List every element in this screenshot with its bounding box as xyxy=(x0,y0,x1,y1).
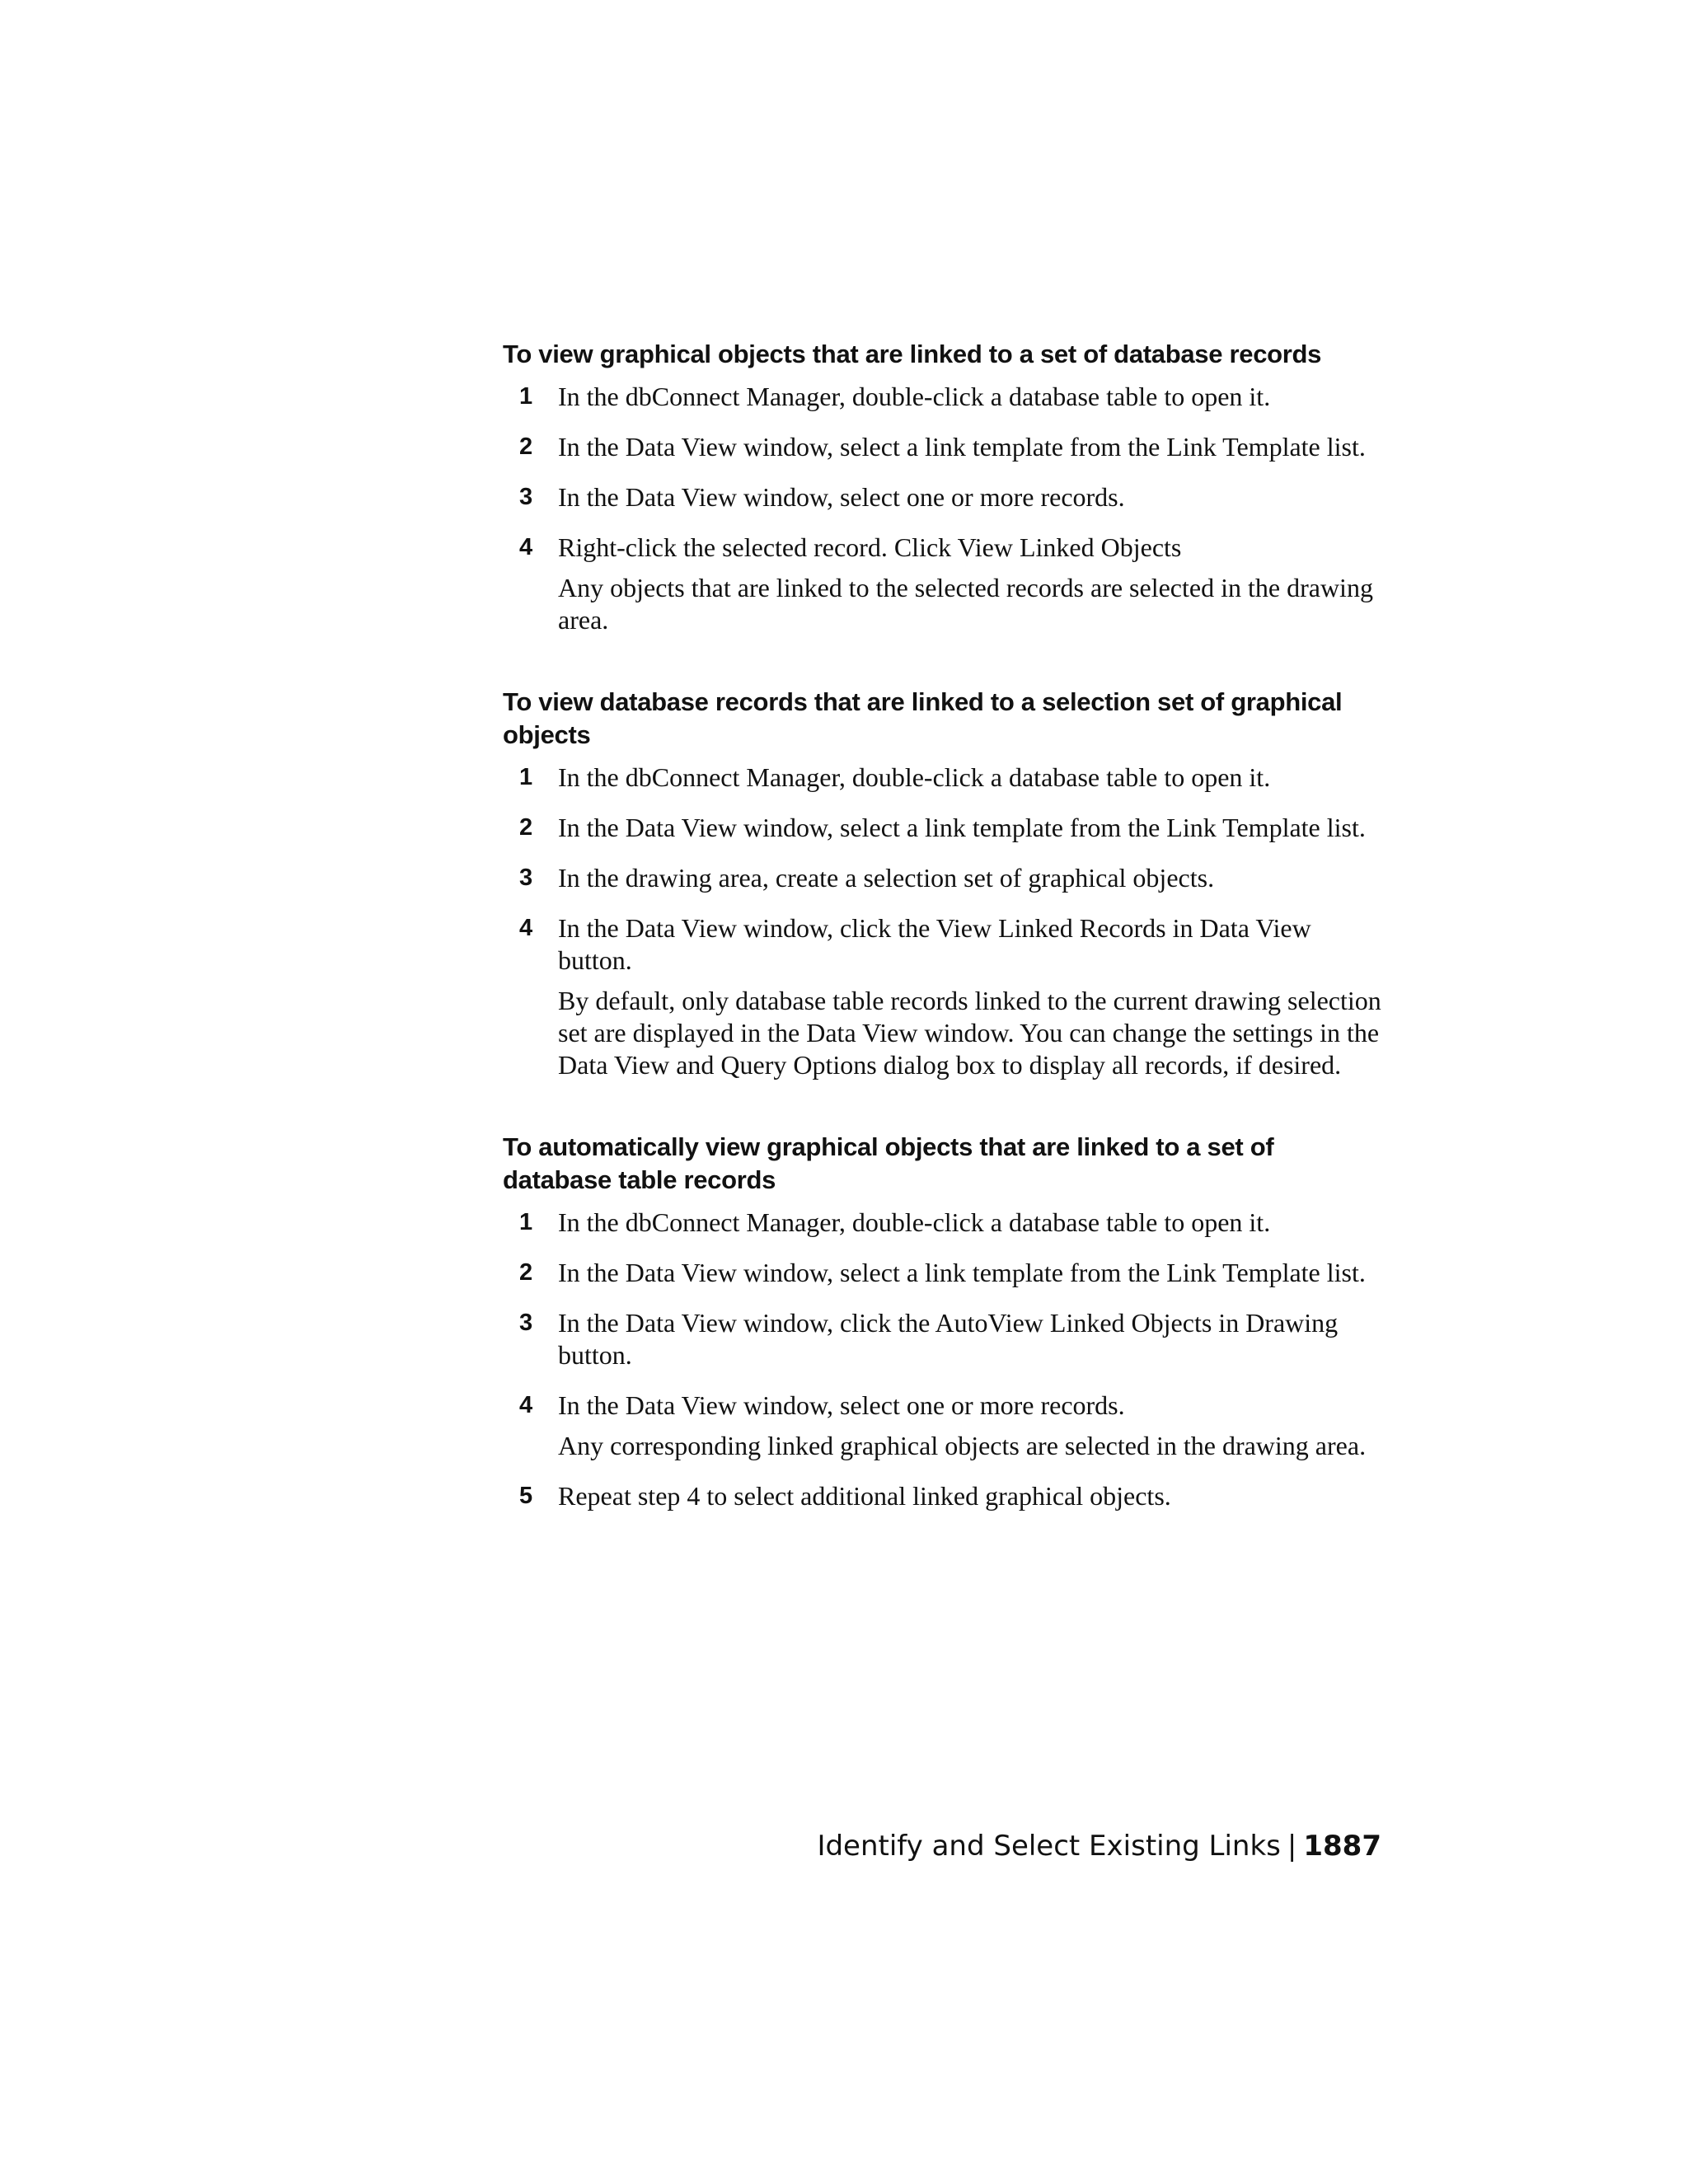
procedure-section-3 xyxy=(503,1131,1385,1512)
step-text: Repeat step 4 to select additional linked graphical objects. xyxy=(558,1481,1171,1511)
step-number: 1 xyxy=(519,1209,533,1235)
step-number: 1 xyxy=(519,383,533,410)
list-item xyxy=(503,431,1385,463)
list-item xyxy=(503,1307,1385,1371)
section-heading: To automatically view graphical objects that are linked to a set of database table records xyxy=(503,1132,1274,1194)
step-text: In the dbConnect Manager, double-click a database table to open it. xyxy=(558,1207,1271,1237)
section-heading: To view graphical objects that are linked to a set of database records xyxy=(503,340,1322,368)
step-number: 3 xyxy=(519,1310,533,1336)
page-footer xyxy=(817,1828,1381,1864)
list-item xyxy=(503,1257,1385,1289)
step-text: In the Data View window, click the View Linked Records in Data View button. xyxy=(558,913,1311,975)
list-item xyxy=(503,762,1385,794)
step-number: 3 xyxy=(519,484,533,510)
section-heading: To view database records that are linked to a selection set of graphical objects xyxy=(503,687,1343,749)
list-item xyxy=(503,812,1385,844)
step-text: In the dbConnect Manager, double-click a database table to open it. xyxy=(558,382,1271,411)
step-number: 2 xyxy=(519,434,533,460)
step-text: In the Data View window, select a link template from the Link Template list. xyxy=(558,813,1366,842)
step-note: By default, only database table records linked to the current drawing selection set are displayed in the Data View window. You can change the settings in the Data View and Query Options dialog box to display all records, if desired. xyxy=(558,986,1381,1080)
step-text: In the Data View window, select a link template from the Link Template list. xyxy=(558,1258,1366,1287)
step-number: 5 xyxy=(519,1483,533,1509)
list-item xyxy=(503,1480,1385,1512)
step-number: 4 xyxy=(519,1392,533,1418)
list-item xyxy=(503,1390,1385,1462)
step-text: In the dbConnect Manager, double-click a database table to open it. xyxy=(558,762,1271,792)
step-text: In the Data View window, click the AutoView Linked Objects in Drawing button. xyxy=(558,1308,1339,1370)
step-list xyxy=(503,762,1385,1081)
step-text: In the Data View window, select one or more records. xyxy=(558,1390,1125,1420)
step-number: 2 xyxy=(519,814,533,841)
list-item xyxy=(503,1207,1385,1239)
step-number: 4 xyxy=(519,534,533,560)
footer-separator: | xyxy=(1287,1830,1297,1863)
step-list xyxy=(503,381,1385,636)
list-item xyxy=(503,481,1385,513)
page-number: 1887 xyxy=(1303,1830,1381,1863)
footer-title: Identify and Select Existing Links xyxy=(817,1830,1281,1863)
list-item xyxy=(503,532,1385,636)
step-number: 3 xyxy=(519,865,533,891)
step-number: 4 xyxy=(519,915,533,941)
list-item xyxy=(503,381,1385,413)
step-text: In the drawing area, create a selection set of graphical objects. xyxy=(558,863,1215,893)
step-text: In the Data View window, select one or more records. xyxy=(558,482,1125,512)
procedure-section-1 xyxy=(503,338,1385,636)
list-item xyxy=(503,862,1385,894)
procedure-section-2 xyxy=(503,686,1385,1081)
step-note: Any objects that are linked to the selected records are selected in the drawing area. xyxy=(558,573,1373,635)
step-text: In the Data View window, select a link template from the Link Template list. xyxy=(558,432,1366,462)
list-item xyxy=(503,912,1385,1081)
page-content xyxy=(503,338,1385,1562)
step-list xyxy=(503,1207,1385,1512)
step-number: 1 xyxy=(519,764,533,790)
step-text: Right-click the selected record. Click View Linked Objects xyxy=(558,532,1182,562)
step-number: 2 xyxy=(519,1259,533,1286)
step-note: Any corresponding linked graphical objects are selected in the drawing area. xyxy=(558,1431,1367,1460)
